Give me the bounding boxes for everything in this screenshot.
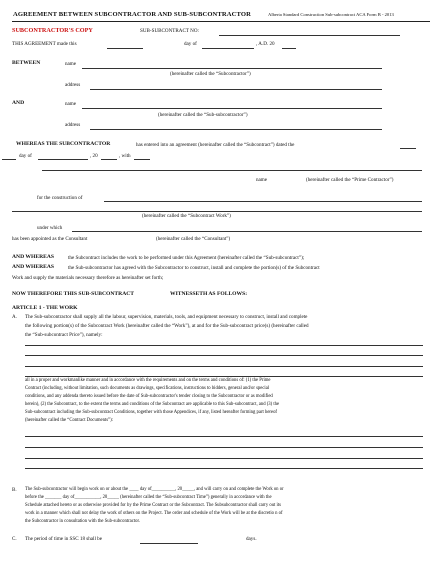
between-label: BETWEEN	[12, 60, 41, 66]
subcontract-month-field[interactable]	[38, 159, 88, 160]
agreement-month-field[interactable]	[202, 48, 254, 49]
clause-a-label: A.	[12, 314, 17, 320]
clause-b-line-3: Schedule attached hereto or as otherwise provided for by the Prime Contract or the Subcontract. The Subsubcontractor shall carry out its	[25, 503, 281, 508]
construction-of-label: for the construction of	[37, 195, 83, 201]
and-whereas-2-line-1: the Sub-subcontractor has agreed with the Subcontractor to construct, install and complete the portion(s) of the Subcontract	[68, 265, 320, 271]
contract-documents-line-4[interactable]	[25, 468, 423, 469]
work-description-line-1[interactable]	[25, 345, 423, 346]
day-of-label: day of	[184, 41, 197, 47]
form-reference: Alberta Standard Construction Sub-subcontract ACA Form B - 2013	[268, 12, 394, 17]
appointed-consultant-label: has been appointed as the Consultant	[12, 236, 88, 242]
clause-a-body-line-6: (hereinafter called the “Contract Documents”):	[25, 418, 113, 423]
sub-subcontractor-name-label: name	[65, 101, 77, 107]
whereas-twenty-label: , 20	[90, 153, 98, 159]
clause-a-line-2: the following portion(s) of the Subcontract Work (hereinafter called the “Work”), at and for the Sub-subcontract price(s) (hereinafter called	[25, 323, 309, 329]
clause-a-line-3: the “Sub-subcontract Price”), namely:	[25, 332, 103, 338]
sub-subcontractor-address-field[interactable]	[90, 129, 382, 130]
and-whereas-2-line-2: Work and supply the materials necessary therefore as hereinafter set forth;	[12, 275, 164, 281]
clause-a-body-line-1: all in a proper and workmanlike manner and in accordance with the requirements and on the terms and conditions of: (1) the Prime	[25, 378, 271, 383]
now-therefore-label: NOW THEREFORE THIS SUB-SUBCONTRACT	[12, 291, 135, 297]
sub-subcontractor-address-label: address	[65, 122, 81, 128]
and-whereas-2-label: AND WHEREAS	[12, 264, 55, 270]
whereas-day-of-label: day of	[19, 153, 32, 159]
consultant-name-field[interactable]	[72, 231, 422, 232]
contract-documents-line-2[interactable]	[25, 447, 423, 448]
contract-documents-line-1[interactable]	[25, 436, 423, 437]
witnesseth-label: WITNESSETH AS FOLLOWS:	[170, 291, 248, 297]
and-label: AND	[12, 100, 25, 106]
clause-c-label: C.	[12, 536, 17, 542]
clause-b-line-2: before the _______ day of___________, 20_____ (hereinafter called the “Sub-subcontract Time”) generally in accordance with the	[25, 495, 272, 500]
prime-name-label: name	[256, 177, 268, 183]
clause-b-line-5: the Subcontractor in consultation with the Sub-subcontractor.	[25, 519, 140, 524]
and-whereas-1-label: AND WHEREAS	[12, 254, 55, 260]
copy-label: SUBCONTRACTOR'S COPY	[12, 27, 93, 34]
subcontractor-address-field[interactable]	[90, 89, 382, 90]
construction-of-field-2[interactable]	[12, 211, 422, 212]
whereas-with-label: , with	[119, 153, 131, 159]
clause-a-line-1: The Sub-subcontractor shall supply all the labour, supervision, materials, tools, and equipment necessary to construct, install and complete	[25, 314, 308, 320]
prime-contractor-name-field[interactable]	[42, 170, 422, 171]
subcontract-year-field[interactable]	[101, 159, 117, 160]
subcontract-day-field[interactable]	[2, 159, 16, 160]
clause-b-line-1: The Sub-subcontractor will begin work on or about the ____ day of__________, 20_____, and will carry on and complete the Work on or	[25, 487, 284, 492]
clause-b-label: B.	[12, 487, 17, 493]
construction-of-field[interactable]	[104, 201, 422, 202]
and-whereas-1-text: the Subcontract includes the work to be performed under this Agreement (hereinafter called the “Sub-subcontract”);	[68, 255, 305, 261]
under-which-label: under which	[37, 225, 63, 231]
prime-contractor-called-label: (hereinafter called the “Prime Contractor”)	[306, 177, 394, 183]
clause-c-text: The period of time in SSC 18 shall be	[25, 536, 102, 542]
sub-subcontractor-called-label: (hereinafter called the “Sub-subcontractor”)	[158, 112, 248, 118]
subcontractor-name-label: name	[65, 61, 77, 67]
subcontract-with-field[interactable]	[134, 159, 150, 160]
subcontractor-called-label: (hereinafter called the “Subcontractor”)	[170, 71, 251, 77]
consultant-called-label: (hereinafter called the “Consultant”)	[156, 236, 231, 242]
whereas-text: has entered into an agreement (hereinafter called the “Subcontract”) dated the	[136, 142, 295, 148]
article-1-heading: ARTICLE 1 - THE WORK	[12, 305, 78, 311]
ssc-18-period-field[interactable]	[140, 543, 198, 544]
agreement-made-label: THIS AGREEMENT made this	[12, 41, 77, 47]
sub-subcontractor-name-field[interactable]	[82, 108, 382, 109]
clause-a-body-line-5: Sub-subcontract including the Sub-subcontract Conditions, together with those Appendices, if any, listed hereafter forming part hereof	[25, 410, 277, 415]
clause-c-days-label: days.	[246, 536, 257, 542]
clause-a-body-line-3: conditions, and any addenda thereto issued before the date of Sub-subcontractor's tender closing to the Subcontractor or as modified	[25, 394, 273, 399]
contract-documents-line-3[interactable]	[25, 458, 423, 459]
ad-label: , A.D. 20	[256, 41, 275, 47]
agreement-day-field[interactable]	[107, 48, 143, 49]
clause-a-body-line-4: herein), (2) the Subcontract, to the extent the terms and conditions of the Subcontract are applicable to this Sub-subcontract, and (3) the	[25, 402, 280, 407]
work-description-line-2[interactable]	[25, 355, 423, 356]
agreement-year-field[interactable]	[282, 48, 296, 49]
sub-subcontract-no-label: SUB-SUBCONTRACT NO:	[140, 28, 199, 34]
subcontractor-address-label: address	[65, 82, 81, 88]
agreement-title: AGREEMENT BETWEEN SUBCONTRACTOR AND SUB-SUBCONTRACTOR	[13, 11, 251, 18]
header-rule	[12, 21, 430, 22]
clause-a-body-line-2: Contract (including, without limitation, such documents as drawings, specifications, instructions to bidders, general and/or special	[25, 386, 270, 391]
work-description-line-4[interactable]	[25, 376, 423, 377]
whereas-heading: WHEREAS THE SUBCONTRACTOR	[16, 141, 111, 147]
subcontract-work-called-label: (hereinafter called the “Subcontract Work”)	[142, 213, 231, 219]
sub-subcontract-no-field[interactable]	[219, 35, 400, 36]
subcontract-dated-field[interactable]	[400, 148, 416, 149]
work-description-line-3[interactable]	[25, 366, 423, 367]
subcontractor-name-field[interactable]	[82, 68, 382, 69]
clause-b-line-4: work in a manner which shall not delay the work of others on the Project. The order and schedule of the Work will be at the discretio n of	[25, 511, 283, 516]
